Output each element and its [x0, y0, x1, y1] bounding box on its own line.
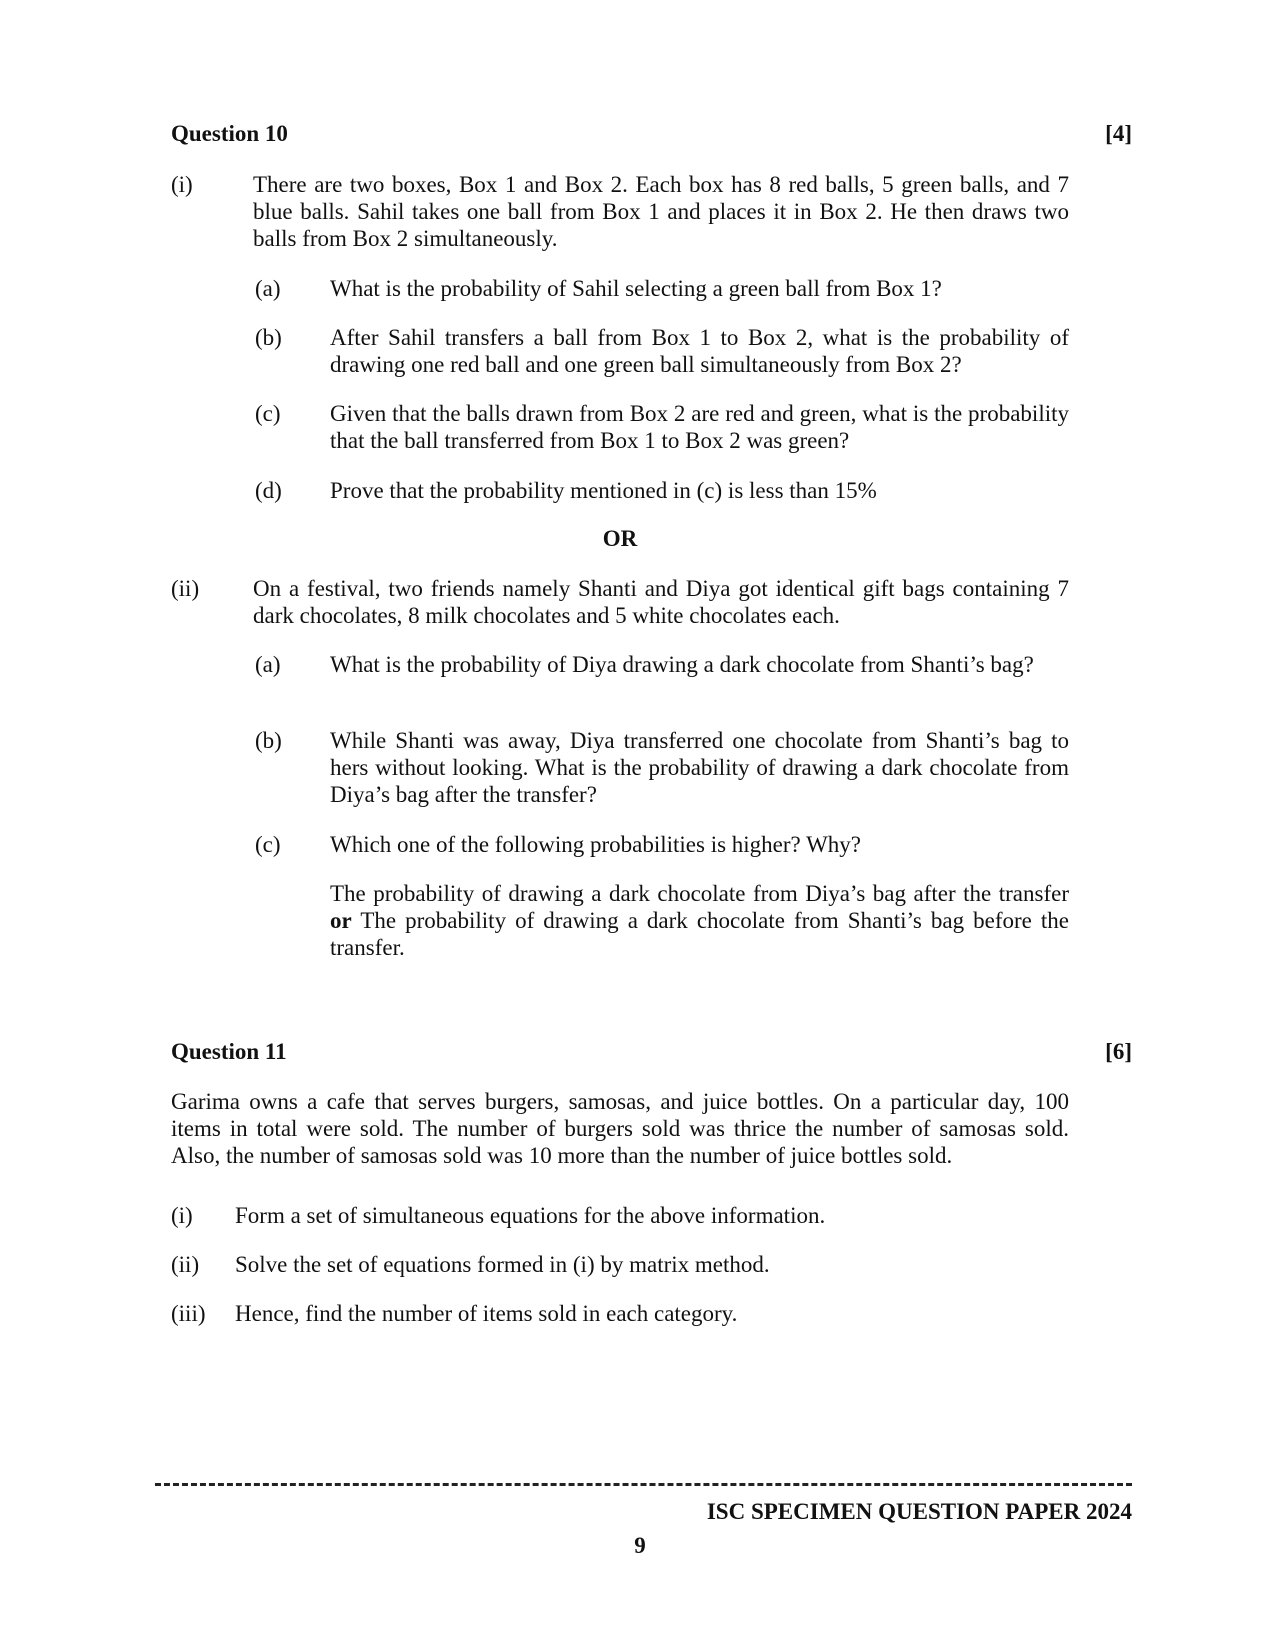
q10-i-c-label: (c) [255, 401, 281, 426]
q10-ii-c-detail-or: or [330, 908, 352, 933]
question-10-marks: [4] [1105, 121, 1132, 146]
q10-ii-c-detail-part1: The probability of drawing a dark chocolate from Diya’s bag after the transfer [330, 881, 1069, 906]
q10-ii-c-label: (c) [255, 832, 281, 857]
q11-part-ii-text: Solve the set of equations formed in (i) by matrix method. [235, 1252, 770, 1277]
footer-title: ISC SPECIMEN QUESTION PAPER 2024 [706, 1499, 1132, 1524]
q10-ii-a-text: What is the probability of Diya drawing a dark chocolate from Shanti’s bag? [330, 652, 1034, 677]
q10-i-a-text: What is the probability of Sahil selecting a green ball from Box 1? [330, 276, 942, 301]
question-10-heading [171, 120, 1132, 147]
question-11-marks: [6] [1105, 1039, 1132, 1064]
q10-ii-b-label: (b) [255, 728, 282, 753]
q10-i-c-text: Given that the balls drawn from Box 2 are red and green, what is the probability that the ball transferred from Box 1 to Box 2 was green? [330, 401, 1069, 453]
q11-part-iii-label: (iii) [171, 1301, 206, 1326]
q10-ii-c-detail [330, 880, 1069, 961]
q10-ii-b-text: While Shanti was away, Diya transferred one chocolate from Shanti’s bag to hers without looking. What is the probability of drawing a dark chocolate from Diya’s bag after the transfer? [330, 728, 1069, 807]
q10-i-d-label: (d) [255, 478, 282, 503]
q10-part-i-label: (i) [171, 172, 193, 197]
q11-part-iii-text: Hence, find the number of items sold in each category. [235, 1301, 738, 1326]
page-number: 9 [634, 1533, 646, 1558]
q10-ii-a-label: (a) [255, 652, 281, 677]
q10-i-d-text: Prove that the probability mentioned in (c) is less than 15% [330, 478, 877, 503]
q11-part-ii-label: (ii) [171, 1252, 200, 1277]
q11-part-i-label: (i) [171, 1203, 193, 1228]
q10-ii-c-text: Which one of the following probabilities is higher? Why? [330, 832, 861, 857]
q10-part-ii-label: (ii) [171, 576, 200, 601]
q10-or-divider: OR [602, 526, 638, 551]
q11-text: Garima owns a cafe that serves burgers, samosas, and juice bottles. On a particular day, 100 items in total were sold. The number of burgers sold was thrice the number of samosas sold. Also, the number of samosas sold was 10 more than the number of juice bottles sold. [171, 1089, 1069, 1168]
question-11-title: Question 11 [171, 1039, 287, 1064]
footer-divider [155, 1483, 1132, 1486]
question-10-title: Question 10 [171, 121, 288, 146]
q10-part-i-text: There are two boxes, Box 1 and Box 2. Each box has 8 red balls, 5 green balls, and 7 blue balls. Sahil takes one ball from Box 1 and places it in Box 2. He then draws two balls from Box 2 simultaneously. [253, 172, 1069, 251]
q10-i-b-text: After Sahil transfers a ball from Box 1 to Box 2, what is the probability of drawing one red ball and one green ball simultaneously from Box 2? [330, 325, 1069, 377]
q10-ii-c-detail-part2: The probability of drawing a dark chocolate from Shanti’s bag before the transfer. [330, 908, 1069, 960]
q11-part-i-text: Form a set of simultaneous equations for the above information. [235, 1203, 826, 1228]
q10-part-ii-text: On a festival, two friends namely Shanti and Diya got identical gift bags containing 7 dark chocolates, 8 milk chocolates and 5 white chocolates each. [253, 576, 1069, 628]
q10-i-a-label: (a) [255, 276, 281, 301]
question-11-heading [171, 1038, 1132, 1065]
q10-i-b-label: (b) [255, 325, 282, 350]
